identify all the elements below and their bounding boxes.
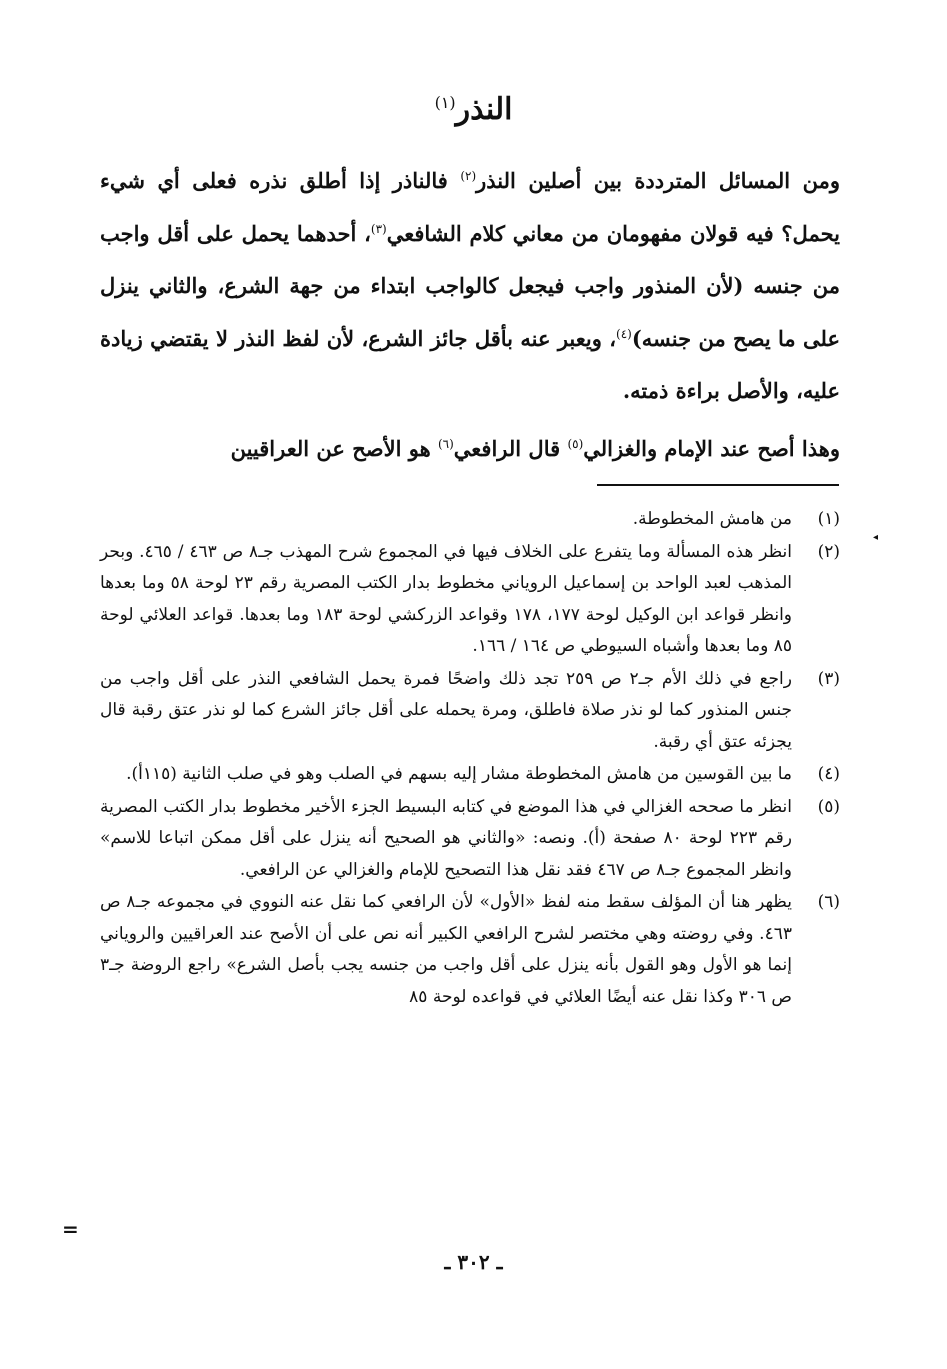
para2-segment-3: هو الأصح عن العراقيين <box>230 436 438 461</box>
footnote-ref-4: (٤) <box>616 326 632 341</box>
footnote-text: يظهر هنا أن المؤلف سقط منه لفظ «الأول» لأن الرافعي كما نقل عنه النووي في مجموعه جـ٨ ص ٤٦٣. وفي روضته وهي مختصر لشرح الرافعي الكبير أنه نص على أن الأصح عند العراقيين والروياني إنما هو الأول وهو القول بأنه ينزل على أقل واجب من جنسه يجب بأصل الشرع» راجع الروضة جـ٣ ص ٣٠٦ وكذا نقل عنه أيضًا العلائي في قواعده لوحة ٨٥ <box>100 892 792 1007</box>
footnote-ref-3: (٣) <box>370 221 387 236</box>
footnote-number: (٥) <box>817 796 840 817</box>
margin-arrow-mark: ◂ <box>873 532 879 543</box>
footnote-number: (٣) <box>817 668 840 689</box>
para2-segment-1: وهذا أصح عند الإمام والغزالي <box>583 436 840 461</box>
footnote-text: من هامش المخطوطة. <box>632 509 792 529</box>
footnote-number: (١) <box>817 509 840 529</box>
para1-segment-1: ومن المسائل المترددة بين أصلين النذر <box>476 168 840 193</box>
footnote-3 <box>100 664 840 759</box>
footnote-5 <box>100 792 840 887</box>
footnote-number: (٦) <box>817 892 840 912</box>
footnote-number: (٤) <box>817 764 840 784</box>
footnote-ref-2: (٢) <box>460 169 477 183</box>
para1-segment-4: ، ويعبر عنه بأقل جائز الشرع، لأن لفظ النذر لا يقتضي زيادة عليه، والأصل براءة ذمته. <box>100 325 840 403</box>
page-number: ـ ٣٠٢ ـ <box>444 1250 503 1274</box>
para1-segment-3: ، أحدهما يحمل على أقل واجب من جنسه (لأن المنذور واجب فيجعل كالواجب ابتداء من جهة الشرع، والثاني ينزل على ما يصح من جنسه) <box>100 220 840 351</box>
chapter-title-text: النذر <box>455 92 513 127</box>
footnote-2 <box>100 537 840 663</box>
footnote-number: (٢) <box>817 541 840 562</box>
footnote-ref-6: (٦) <box>437 437 454 451</box>
footnote-1 <box>100 504 840 536</box>
footnote-4 <box>100 759 840 791</box>
title-footnote-ref: (١) <box>434 93 456 112</box>
footnote-text: انظر ما صححه الغزالي في هذا الموضع في كتابه البسيط الجزء الأخير مخطوط بدار الكتب المصرية رقم ٢٢٣ لوحة ٨٠ صفحة (أ). ونصه: «والثاني هو الصحيح أنه ينزل على أقل ممكن اتباعا للاسم» وانظر المجموع جـ٨ ص ٤٦٧ فقد نقل هذا التصحيح للإمام والغزالي عن الرافعي. <box>100 796 792 880</box>
footnote-text: انظر هذه المسألة وما يتفرع على الخلاف فيها في المجموع شرح المهذب جـ٨ ص ٤٦٣ / ٤٦٥. وبحر المذهب لعبد الواحد بن إسماعيل الروياني مخطوط بدار الكتب المصرية رقم ٢٣ لوحة ٥٨ وما بعدها وانظر قواعد ابن الوكيل لوحة ١٧٧، ١٧٨ وقواعد الزركشي لوحة ١٨٣ وما بعدها. قواعد العلائي لوحة ٨٥ وما بعدها وأشباه السيوطي ص ١٦٤ / ١٦٦. <box>100 541 793 656</box>
continuation-mark: = <box>62 1217 79 1241</box>
para1-segment-2: فالناذر إذا أطلق نذره فعلى أي شيء يحمل؟ فيه قولان مفهومان من معاني كلام الشافعي <box>100 168 840 246</box>
chapter-title <box>0 92 947 127</box>
footnotes-section <box>100 504 840 1014</box>
para2-segment-2: قال الرافعي <box>453 436 568 461</box>
footnote-text: ما بين القوسين من هامش المخطوطة مشار إليه بسهم في الصلب وهو في صلب الثانية (١١٥أ). <box>126 764 792 784</box>
footnote-separator <box>597 484 839 486</box>
main-paragraph-2 <box>100 423 840 476</box>
footnote-text: راجع في ذلك الأم جـ٢ ص ٢٥٩ تجد ذلك واضحًا فمرة يحمل الشافعي النذر على أقل واجب من جنس المنذور كما لو نذر صلاة فاطلق، ومرة يحمله على أقل جائز الشرع كما لو نذر عتق رقبة قال يجزئه عتق أي رقبة. <box>100 668 792 752</box>
main-paragraph-1 <box>100 155 840 418</box>
footnote-ref-5: (٥) <box>567 437 584 451</box>
footnote-6 <box>100 887 840 1013</box>
